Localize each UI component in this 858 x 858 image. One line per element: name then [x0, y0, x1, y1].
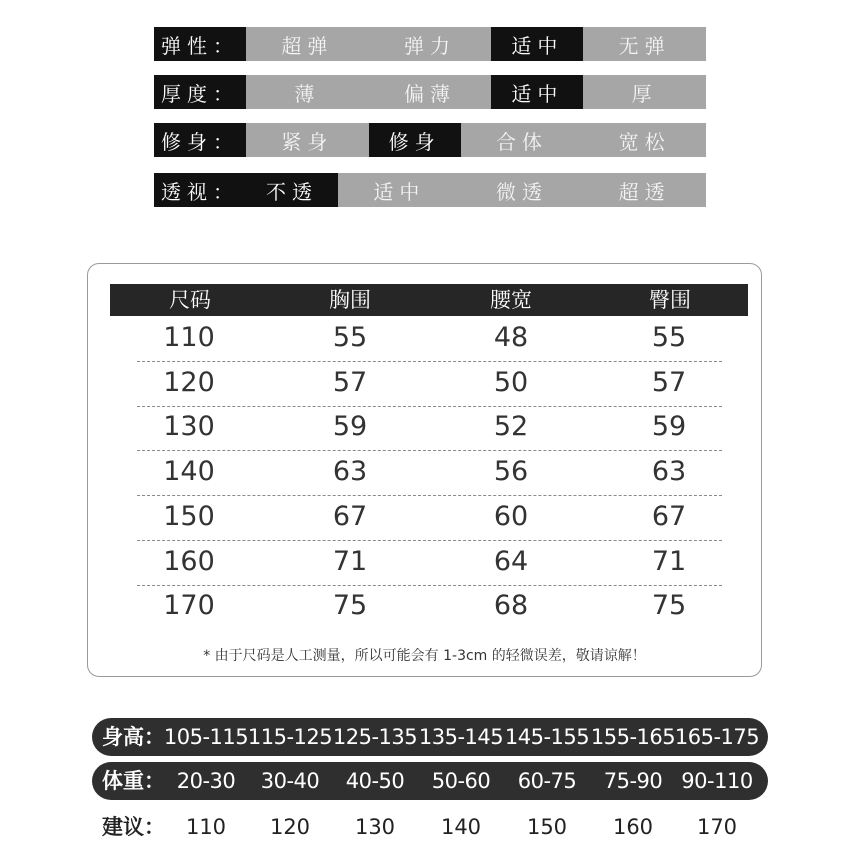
attribute-option: 适中 — [491, 27, 583, 61]
height-pill — [92, 718, 768, 756]
recommend-value: 170 — [696, 815, 738, 839]
table-cell: 52 — [493, 411, 529, 443]
header-waist: 腰宽 — [490, 288, 532, 312]
table-row — [137, 585, 722, 629]
header-hip: 臀围 — [649, 288, 691, 312]
attribute-label: 弹性： — [154, 27, 246, 61]
table-cell: 63 — [651, 456, 687, 488]
recommend-value: 140 — [440, 815, 482, 839]
table-cell: 63 — [332, 456, 368, 488]
weight-pill — [92, 762, 768, 800]
weight-label: 体重： — [102, 769, 165, 793]
attribute-row — [154, 173, 706, 207]
table-cell: 67 — [651, 500, 687, 532]
weight-value: 30-40 — [260, 769, 320, 793]
table-cell: 120 — [163, 366, 215, 398]
table-cell: 130 — [163, 411, 215, 443]
table-cell: 60 — [493, 500, 529, 532]
attribute-option: 厚 — [631, 81, 658, 106]
recommend-value: 130 — [354, 815, 396, 839]
table-cell: 160 — [163, 545, 215, 577]
header-size: 尺码 — [169, 288, 211, 312]
table-cell: 75 — [651, 590, 687, 622]
attribute-option: 不透 — [246, 173, 338, 207]
table-cell: 64 — [493, 545, 529, 577]
attribute-option: 适中 — [491, 75, 583, 109]
weight-value: 60-75 — [517, 769, 577, 793]
table-cell: 67 — [332, 500, 368, 532]
weight-value: 20-30 — [176, 769, 236, 793]
table-cell: 110 — [163, 322, 215, 353]
attribute-option: 弹力 — [404, 33, 456, 58]
height-value: 125-135 — [332, 725, 418, 749]
table-cell: 59 — [332, 411, 368, 443]
weight-value: 40-50 — [345, 769, 405, 793]
attribute-option: 紧身 — [281, 129, 334, 154]
weight-value: 50-60 — [431, 769, 491, 793]
height-value: 155-165 — [590, 725, 676, 749]
recommend-label: 建议： — [102, 815, 165, 839]
height-value: 135-145 — [418, 725, 504, 749]
attribute-row — [154, 123, 706, 157]
recommend-value: 150 — [526, 815, 568, 839]
height-value: 165-175 — [674, 725, 760, 749]
table-cell: 57 — [332, 366, 368, 398]
weight-value: 75-90 — [603, 769, 663, 793]
attribute-option: 超透 — [618, 179, 671, 204]
attribute-label: 修身： — [154, 123, 246, 157]
table-cell: 57 — [651, 366, 687, 398]
table-cell: 55 — [332, 322, 368, 353]
table-row — [137, 451, 722, 496]
table-cell: 170 — [163, 590, 215, 622]
attribute-option: 无弹 — [618, 33, 671, 58]
attribute-option: 薄 — [294, 81, 321, 106]
weight-value: 90-110 — [681, 769, 753, 793]
table-cell: 75 — [332, 590, 368, 622]
height-value: 145-155 — [504, 725, 590, 749]
recommend-row — [92, 811, 768, 843]
attribute-option: 微透 — [496, 179, 548, 204]
size-table-header — [110, 284, 748, 316]
recommend-value: 160 — [612, 815, 654, 839]
attribute-option: 合体 — [496, 129, 548, 154]
table-row — [137, 362, 722, 407]
recommend-value: 110 — [185, 815, 227, 839]
attribute-row — [154, 27, 706, 61]
header-chest: 胸围 — [329, 288, 371, 312]
table-cell: 150 — [163, 500, 215, 532]
height-value: 105-115 — [163, 725, 249, 749]
table-row — [137, 541, 722, 586]
table-cell: 59 — [651, 411, 687, 443]
attribute-row — [154, 75, 706, 109]
table-cell: 56 — [493, 456, 529, 488]
table-cell: 68 — [493, 590, 529, 622]
attribute-option: 修身 — [369, 123, 461, 157]
attribute-option: 宽松 — [618, 129, 671, 154]
attribute-option: 适中 — [373, 179, 426, 204]
attribute-option: 偏薄 — [404, 81, 456, 106]
height-label: 身高： — [102, 725, 165, 749]
recommend-value: 120 — [269, 815, 311, 839]
attribute-label: 透视： — [154, 173, 246, 207]
measurement-note: * 由于尺码是人工测量，所以可能会有 1-3cm 的轻微误差，敬请谅解！ — [203, 648, 646, 664]
table-cell: 71 — [651, 545, 687, 577]
height-value: 115-125 — [247, 725, 333, 749]
table-row — [137, 406, 722, 451]
table-cell: 55 — [651, 322, 687, 353]
attribute-label: 厚度： — [154, 75, 246, 109]
table-cell: 48 — [493, 322, 529, 353]
table-cell: 50 — [493, 366, 529, 398]
table-row — [137, 496, 722, 541]
attribute-option: 超弹 — [281, 33, 334, 58]
table-row — [137, 317, 722, 362]
table-cell: 140 — [163, 456, 215, 488]
table-cell: 71 — [332, 545, 368, 577]
